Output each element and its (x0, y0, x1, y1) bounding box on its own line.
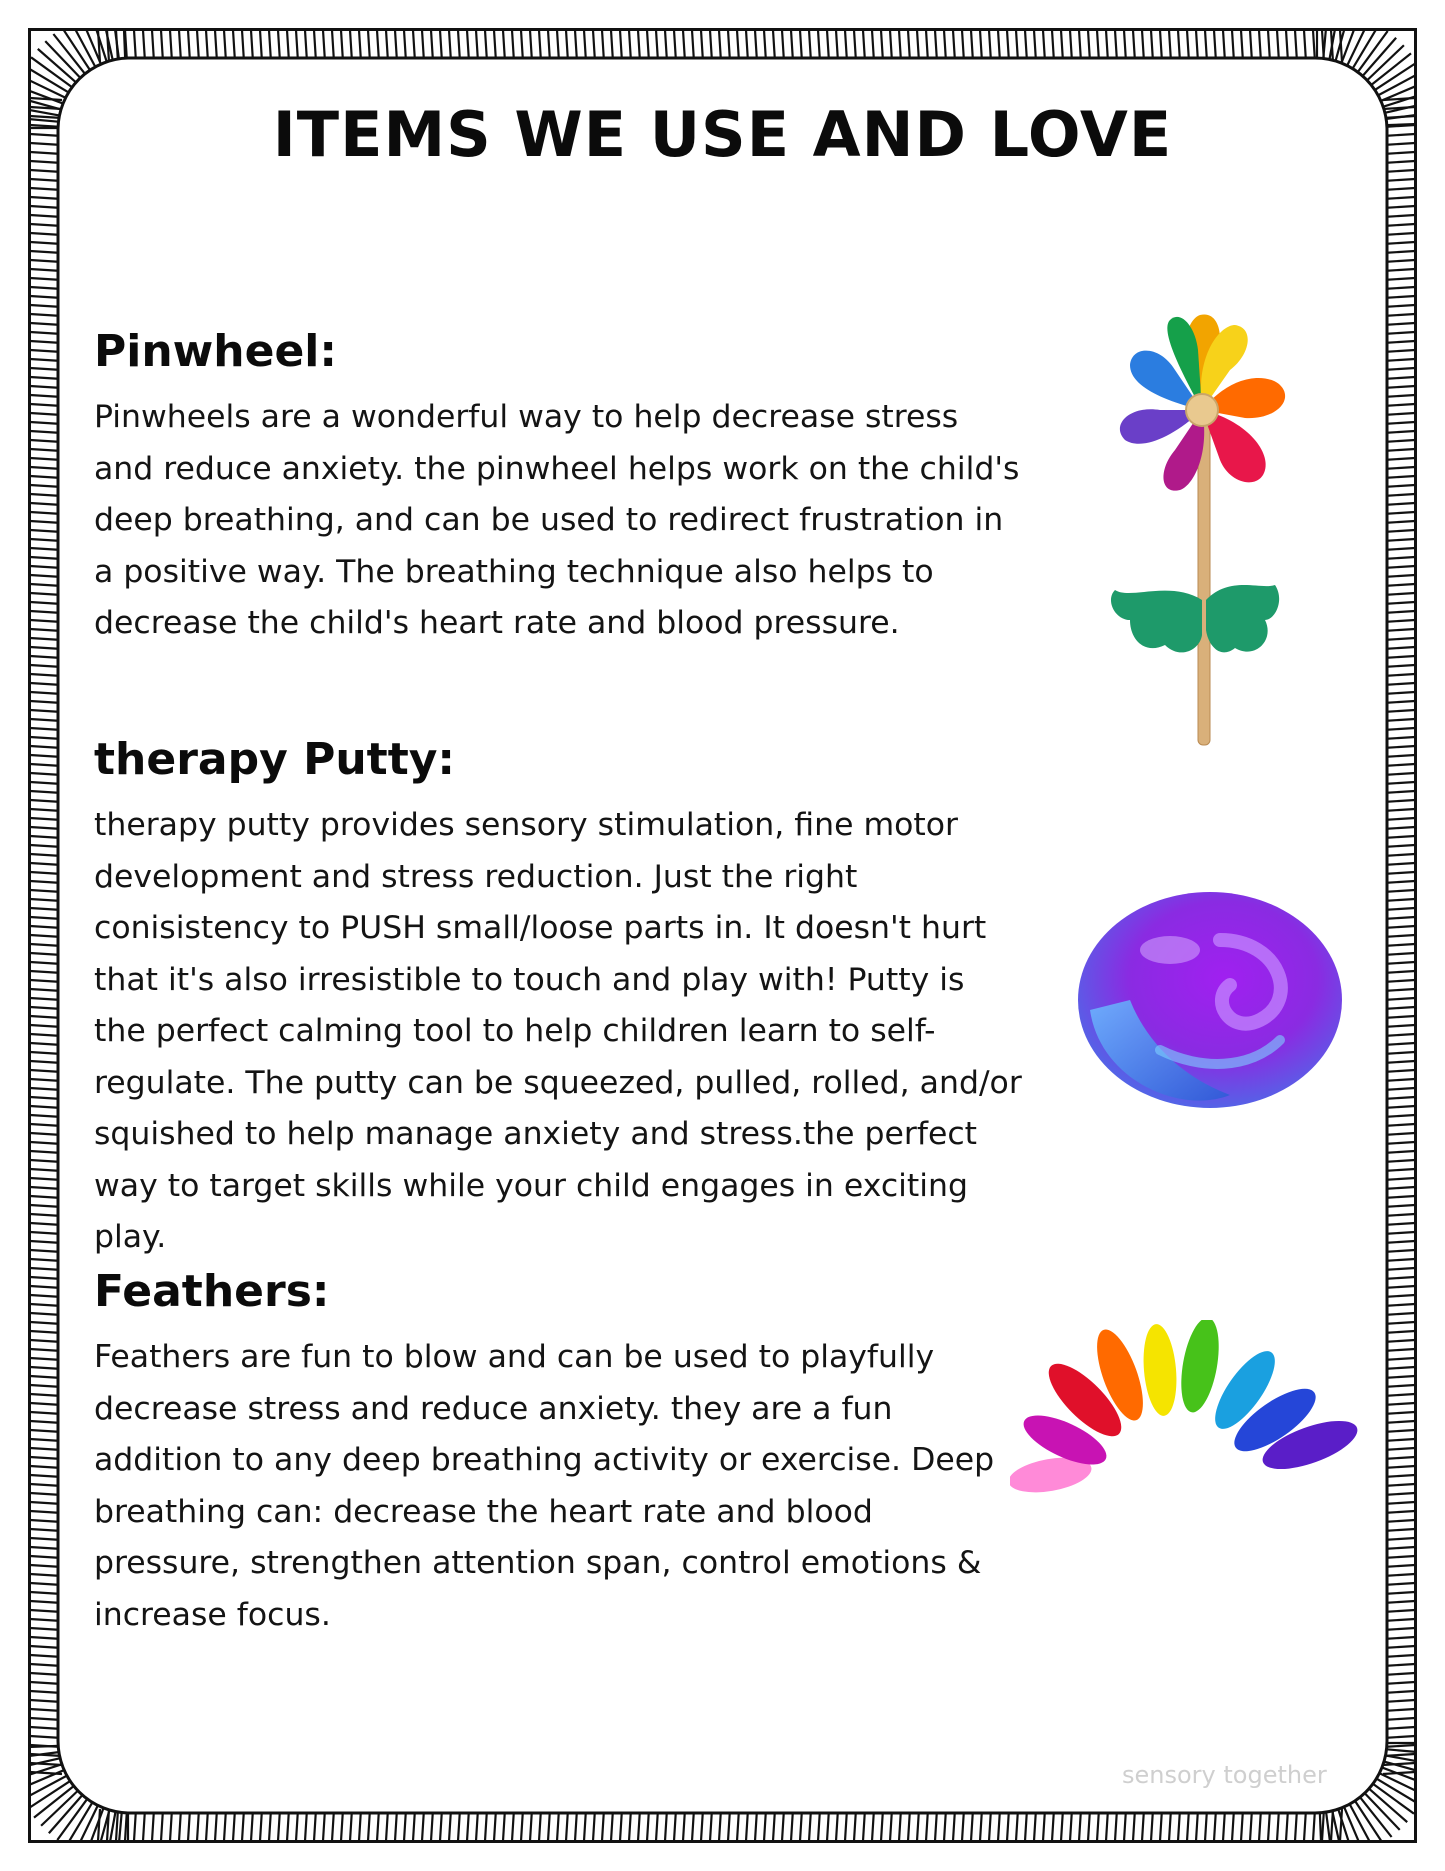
section-body-pinwheel: Pinwheels are a wonderful way to help decrease stress and reduce anxiety. the pinwheel helps work on the child's deep breathing, and can be used to redirect frustration in a positive way. The breathing technique also helps to decrease the child's heart rate and blood pressure. (94, 399, 1020, 641)
section-heading-pinwheel: Pinwheel: (94, 326, 337, 377)
section-body-feathers: Feathers are fun to blow and can be used to playfully decrease stress and reduce anxiety. they are a fun addition to any deep breathing activity or exercise. Deep breathing can: decrease the heart rate and blood pressure, strengthen attention span, control emotions & increase focus. (94, 1339, 995, 1633)
page-title: ITEMS WE USE AND LOVE (272, 98, 1173, 171)
watermark: sensory together (1122, 1761, 1327, 1789)
pinwheel-image (1070, 300, 1330, 750)
feathers-image (1010, 1320, 1370, 1520)
section-heading-feathers: Feathers: (94, 1266, 330, 1317)
section-body-therapy-putty: therapy putty provides sensory stimulation, fine motor development and stress reduction. Just the right conisistency to PUSH small/loose parts in. It doesn't hurt that it's also irresistible to touch and play with! Putty is the perfect calming tool to help children learn to self-regulate. The putty can be squeezed, pulled, rolled, and/or squished to help manage anxiety and stress.the perfect way to target skills while your child engages in exciting play. (94, 807, 1022, 1255)
putty-image (1070, 880, 1350, 1120)
section-heading-therapy-putty: therapy Putty: (94, 734, 456, 785)
